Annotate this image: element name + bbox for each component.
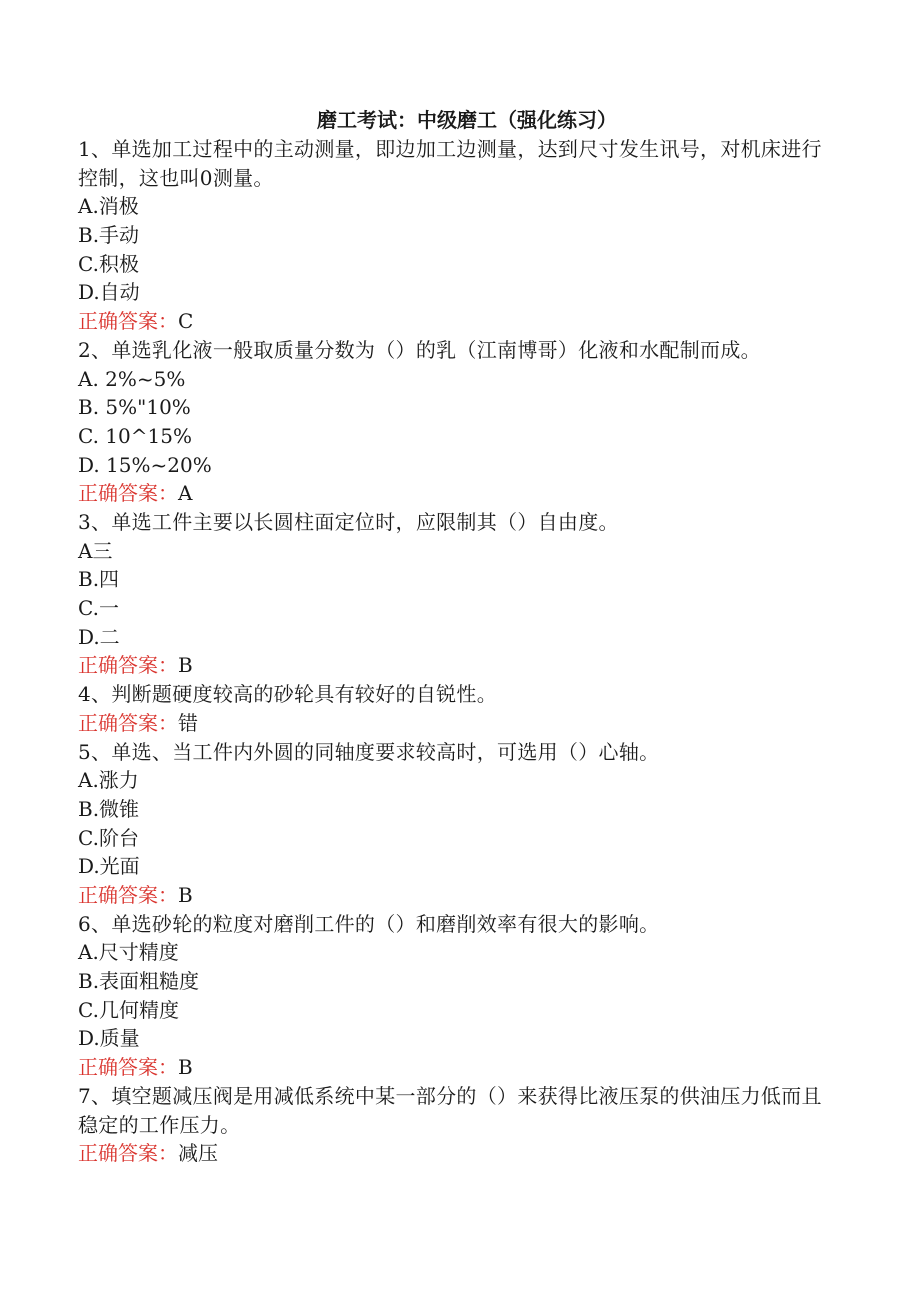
option-d: D. 15%~20% — [78, 452, 212, 477]
option-a: A.尺寸精度 — [78, 940, 179, 965]
option-d: D.光面 — [78, 854, 140, 879]
question-text: 7、填空题减压阀是用减低系统中某一部分的（）来获得比液压泵的供油压力低而且稳定的工作压力。 — [78, 1083, 822, 1137]
question-7 — [78, 1082, 838, 1168]
answer-value: 错 — [178, 710, 198, 735]
answer-line — [78, 881, 838, 910]
question-text: 1、单选加工过程中的主动测量，即边加工边测量，达到尺寸发生讯号，对机床进行控制，这也叫0测量。 — [78, 137, 822, 190]
answer-line — [78, 651, 838, 680]
answer-line — [78, 1139, 838, 1168]
answer-value: A — [178, 481, 193, 506]
answer-line — [78, 709, 838, 738]
option-c: C.一 — [78, 596, 119, 621]
option-a: A. 2%~5% — [78, 366, 186, 391]
answer-label: 正确答案： — [78, 710, 178, 735]
answer-label: 正确答案： — [78, 1055, 178, 1080]
option-b: B.四 — [78, 567, 120, 592]
option-d: D.质量 — [78, 1026, 140, 1051]
answer-value: B — [178, 653, 193, 678]
option-c: C.积极 — [78, 251, 139, 276]
answer-line — [78, 1053, 838, 1082]
option-b: B.手动 — [78, 223, 140, 248]
option-c: C. 10^15% — [78, 423, 192, 448]
question-6 — [78, 910, 838, 1082]
question-text: 5、单选、当工件内外圆的同轴度要求较高时，可选用（）心轴。 — [78, 739, 660, 764]
answer-value: C — [178, 309, 194, 334]
answer-line — [78, 479, 838, 508]
option-a: A三 — [78, 538, 113, 563]
question-1 — [78, 135, 838, 336]
option-c: C.几何精度 — [78, 997, 179, 1022]
answer-value: B — [178, 1055, 193, 1080]
question-4 — [78, 680, 838, 737]
option-c: C.阶台 — [78, 825, 139, 850]
answer-value: 减压 — [178, 1141, 218, 1166]
answer-label: 正确答案： — [78, 481, 178, 506]
answer-label: 正确答案： — [78, 309, 178, 334]
answer-value: B — [178, 882, 193, 907]
question-text: 2、单选乳化液一般取质量分数为（）的乳（江南博哥）化液和水配制而成。 — [78, 337, 761, 362]
question-3 — [78, 508, 838, 680]
answer-line — [78, 307, 838, 336]
option-b: B.微锥 — [78, 796, 140, 821]
question-5 — [78, 738, 838, 910]
document-title: 磨工考试：中级磨工（强化练习） — [317, 108, 617, 132]
question-text: 3、单选工件主要以长圆柱面定位时，应限制其（）自由度。 — [78, 509, 619, 534]
option-a: A.涨力 — [78, 768, 139, 793]
option-b: B. 5%"10% — [78, 395, 191, 420]
option-d: D.二 — [78, 624, 120, 649]
option-b: B.表面粗糙度 — [78, 969, 200, 994]
question-text: 6、单选砂轮的粒度对磨削工件的（）和磨削效率有很大的影响。 — [78, 911, 660, 936]
document-page — [78, 106, 838, 1168]
option-a: A.消极 — [78, 194, 139, 219]
answer-label: 正确答案： — [78, 1141, 178, 1166]
answer-label: 正确答案： — [78, 882, 178, 907]
answer-label: 正确答案： — [78, 653, 178, 678]
question-2 — [78, 336, 838, 508]
option-d: D.自动 — [78, 280, 140, 305]
question-text: 4、判断题硬度较高的砂轮具有较好的自锐性。 — [78, 682, 498, 707]
